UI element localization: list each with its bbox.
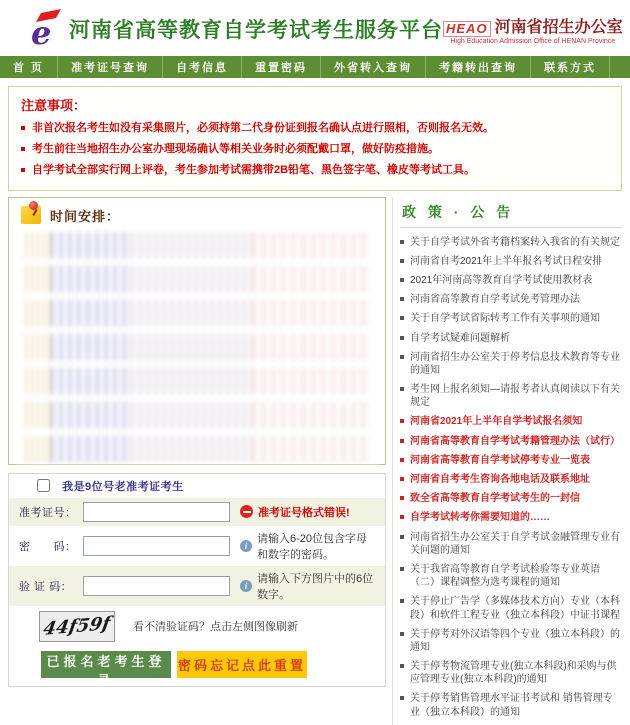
announcement-text: 关于停止广告学（多媒体技术方向）专业（本科段）和软件工程专业（独立本科段）中证书课程 bbox=[410, 596, 620, 621]
bullet-square-icon bbox=[400, 477, 404, 481]
notice-text: 非首次报名考生如没有采集照片，必须持第二代身份证到报名确认点进行照相，否则报名无效。 bbox=[32, 122, 494, 134]
org-name: 河南省招生办公室 bbox=[494, 18, 623, 36]
page-header bbox=[0, 0, 630, 56]
bullet-square-icon bbox=[400, 259, 404, 263]
bullet-square-icon bbox=[400, 336, 404, 340]
bullet-square-icon bbox=[400, 297, 404, 301]
announcement-link[interactable] bbox=[400, 255, 620, 268]
announcement-text: 关于我省高等教育自学考试检验等专业英语（二）课程调整为选考课程的通知 bbox=[410, 563, 600, 589]
org-subtitle: High Education Admission Office of HENAN Province bbox=[450, 37, 616, 45]
password-reset-button[interactable]: 密码忘记点此重置 bbox=[177, 651, 307, 678]
announcement-text: 自学考试疑难问题解析 bbox=[410, 332, 510, 344]
error-icon bbox=[240, 505, 253, 518]
announcement-text: 关于自学考试省际转考工作有关事项的通知 bbox=[410, 313, 600, 325]
announcement-link[interactable] bbox=[400, 473, 620, 486]
bullet-square-icon bbox=[400, 439, 404, 443]
announcement-link[interactable] bbox=[400, 595, 620, 621]
org-block bbox=[443, 14, 623, 45]
announcement-text: 河南省自考2021年上半年报名考试日程安排 bbox=[410, 255, 603, 267]
announcement-link[interactable] bbox=[400, 312, 620, 325]
svg-text:e: e bbox=[31, 14, 52, 52]
schedule-title: 时间安排： bbox=[50, 208, 121, 224]
nav-item[interactable]: 准考证号查询 bbox=[58, 56, 163, 78]
announcements-list bbox=[400, 236, 622, 719]
announcement-text: 河南省高等教育自学考试考籍管理办法（试行） bbox=[410, 435, 620, 447]
announcement-link[interactable] bbox=[400, 563, 620, 589]
announcement-link[interactable] bbox=[400, 351, 620, 377]
bullet-square-icon bbox=[400, 535, 404, 539]
nav-item[interactable]: 联系方式 bbox=[531, 56, 610, 78]
nav-item[interactable]: 外省转入查询 bbox=[321, 56, 426, 78]
ticket-number-label: 准考证号： bbox=[19, 506, 77, 519]
password-hint: 请输入6-20位包含字母和数字的密码。 bbox=[257, 532, 368, 561]
nav-item[interactable]: 自考信息 bbox=[163, 56, 242, 78]
announcement-link[interactable] bbox=[400, 383, 620, 409]
notice-title: 注意事项： bbox=[21, 98, 87, 113]
announcement-text: 考生网上报名须知—请报考者认真阅读以下有关规定 bbox=[410, 384, 620, 409]
announcement-link[interactable] bbox=[400, 332, 620, 345]
announcements-panel bbox=[392, 197, 622, 725]
captcha-value: 44f59f bbox=[41, 612, 113, 640]
bullet-square-icon bbox=[400, 316, 404, 320]
bullet-square-icon bbox=[400, 632, 404, 636]
info-icon: i bbox=[240, 580, 252, 592]
bullet-square-icon bbox=[21, 147, 25, 151]
nav-item[interactable]: 首 页 bbox=[0, 56, 58, 78]
bullet-square-icon bbox=[400, 387, 404, 391]
bullet-square-icon bbox=[400, 599, 404, 603]
notice-item bbox=[21, 164, 609, 177]
captcha-image[interactable] bbox=[39, 611, 115, 642]
announcement-text: 河南省高等教育自学考试免考管理办法 bbox=[410, 294, 580, 306]
announcement-text: 河南省自考考生咨询各地电话及联系地址 bbox=[410, 474, 590, 485]
announcement-text: 自学考试转考你需要知道的…… bbox=[410, 512, 550, 524]
announcement-text: 关于停考销售管理水平证书考试和 销售管理专业（独立本科段）的通知 bbox=[410, 693, 613, 718]
announcement-link[interactable] bbox=[400, 454, 620, 467]
announcement-text: 河南省招生办公室关于自学考试金融管理专业有关问题的通知 bbox=[410, 531, 620, 556]
bullet-square-icon bbox=[400, 458, 404, 462]
announcement-text: 河南省2021年上半年自学考试报名须知 bbox=[410, 416, 583, 428]
announcement-link[interactable] bbox=[400, 293, 620, 306]
announcement-text: 致全省高等教育自学考试考生的一封信 bbox=[410, 493, 580, 505]
announcement-link[interactable] bbox=[400, 435, 620, 448]
bullet-square-icon bbox=[400, 567, 404, 571]
heao-logo-icon: HEAO bbox=[443, 21, 491, 37]
old-ticket-checkbox[interactable] bbox=[37, 479, 50, 492]
notice-item bbox=[21, 122, 609, 135]
old-ticket-checkbox-label: 我是9位号老准考证考生 bbox=[62, 480, 184, 493]
captcha-label: 验 证 码： bbox=[19, 580, 73, 593]
site-title: 河南省高等教育自学考试考生服务平台 bbox=[69, 19, 443, 42]
site-brand bbox=[30, 8, 443, 50]
login-button[interactable]: 已报名老考生登录 bbox=[41, 651, 171, 678]
ticket-number-error: 准考证号格式错误! bbox=[258, 506, 350, 519]
announcement-link[interactable] bbox=[400, 415, 620, 428]
captcha-input[interactable] bbox=[83, 576, 230, 596]
info-icon: i bbox=[240, 540, 252, 552]
announcement-text: 关于停考物流管理专业(独立本科段)和采购与供应管理专业(独立本科段)的通知 bbox=[410, 661, 617, 686]
main-nav bbox=[0, 56, 630, 78]
nav-item[interactable]: 重置密码 bbox=[242, 56, 321, 78]
bullet-square-icon bbox=[400, 240, 404, 244]
captcha-hint-text: 请输入下方图片中的6位数字。 bbox=[257, 572, 374, 601]
notice-text: 考生前往当地招生办公室办理现场确认等相关业务时必须配戴口罩，做好防疫措施。 bbox=[32, 143, 439, 156]
announcement-link[interactable] bbox=[400, 492, 620, 505]
announcement-link[interactable] bbox=[400, 628, 620, 654]
announcement-text: 2021年河南高等教育自学考试使用教材表 bbox=[410, 274, 593, 286]
notice-box bbox=[8, 86, 622, 191]
notice-text: 自学考试全部实行网上评卷，考生参加考试需携带2B铅笔、黑色签字笔、橡皮等考试工具。 bbox=[32, 164, 476, 177]
schedule-panel bbox=[8, 197, 386, 465]
announcement-link[interactable] bbox=[400, 531, 620, 557]
bullet-square-icon bbox=[21, 168, 25, 172]
bullet-square-icon bbox=[21, 126, 25, 130]
captcha-refresh-hint: 看不清验证码？点击左侧图像刷新 bbox=[133, 621, 298, 634]
announcement-link[interactable] bbox=[400, 660, 620, 686]
announcement-text: 河南省高等教育自学考试停考专业一览表 bbox=[410, 454, 590, 466]
announcement-link[interactable] bbox=[400, 236, 620, 249]
bullet-square-icon bbox=[400, 696, 404, 700]
password-label: 密 码： bbox=[19, 540, 77, 553]
announcement-link[interactable] bbox=[400, 274, 620, 287]
bullet-square-icon bbox=[400, 664, 404, 668]
bullet-square-icon bbox=[400, 496, 404, 500]
bullet-square-icon bbox=[400, 355, 404, 359]
schedule-blurred-content bbox=[14, 232, 380, 464]
password-input[interactable] bbox=[83, 536, 230, 556]
login-panel bbox=[8, 473, 386, 687]
announcement-link[interactable] bbox=[400, 511, 620, 524]
announcement-text: 关于自学考试外省考籍档案转入我省的有关规定 bbox=[410, 236, 620, 248]
announcements-title: 政 策 · 公 告 bbox=[400, 197, 622, 228]
notice-item bbox=[21, 143, 609, 156]
bullet-square-icon bbox=[400, 419, 404, 423]
bullet-square-icon bbox=[400, 515, 404, 519]
announcement-text: 河南省招生办公室关于停考信息技术教育等专业的通知 bbox=[410, 351, 620, 376]
nav-item[interactable]: 考籍转出查询 bbox=[426, 56, 531, 78]
note-pin-icon bbox=[21, 206, 41, 224]
announcement-text: 关于停考对外汉语等四个专业（独立本科段）的通知 bbox=[410, 628, 620, 653]
ticket-number-input[interactable] bbox=[83, 502, 230, 522]
announcement-link[interactable] bbox=[400, 692, 620, 718]
bullet-square-icon bbox=[400, 278, 404, 282]
site-logo-icon bbox=[30, 8, 64, 50]
